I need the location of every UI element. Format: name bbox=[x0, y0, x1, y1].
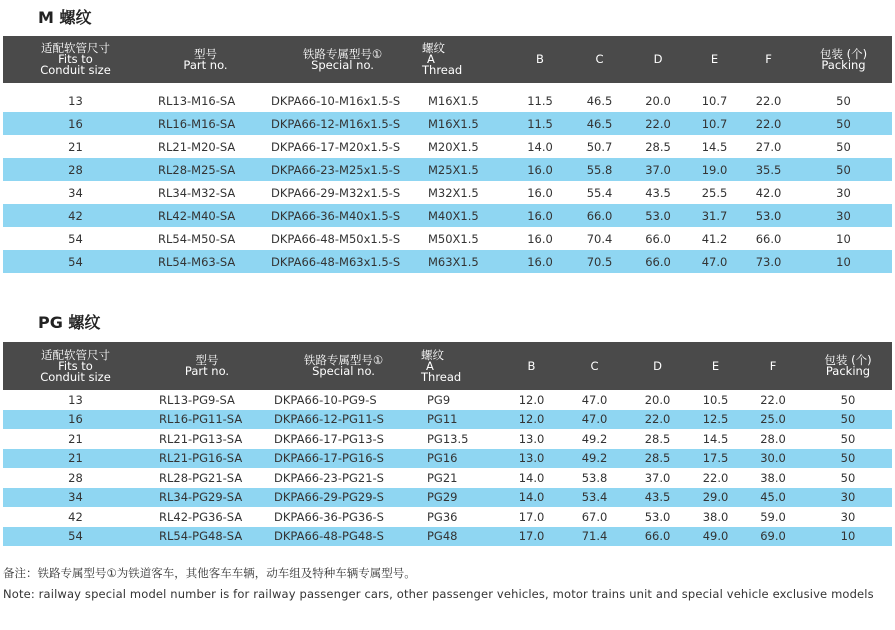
cell-thread: M16X1.5 bbox=[422, 112, 510, 135]
cell-f: 22.0 bbox=[742, 112, 795, 135]
cell-conduit-size: 13 bbox=[68, 392, 83, 407]
cell-special-no: DKPA66-36-PG36-S bbox=[274, 509, 384, 524]
cell-e: 19.0 bbox=[687, 158, 742, 181]
header-c: C bbox=[570, 36, 629, 83]
cell-b: 14.0 bbox=[527, 139, 553, 154]
header-b: B bbox=[510, 36, 570, 83]
table-row bbox=[3, 204, 892, 227]
cell-b: 17.0 bbox=[518, 509, 545, 524]
cell-packing: 30 bbox=[836, 185, 851, 200]
cell-thread: PG11 bbox=[421, 410, 500, 430]
cell-b: 16.0 bbox=[510, 158, 570, 181]
cell-conduit-size: 16 bbox=[3, 410, 148, 430]
cell-special-no: DKPA66-36-M40x1.5-S bbox=[263, 204, 422, 227]
cell-b: 12.0 bbox=[518, 392, 545, 407]
cell-e: 12.5 bbox=[689, 410, 742, 430]
m-thread-title: M 螺纹 bbox=[38, 8, 92, 27]
cell-b: 16.0 bbox=[527, 185, 553, 200]
cell-special-no: DKPA66-48-M63x1.5-S bbox=[263, 250, 422, 273]
cell-packing: 50 bbox=[840, 470, 856, 485]
cell-conduit-size: 34 bbox=[3, 488, 148, 508]
cell-special-no: DKPA66-23-M25x1.5-S bbox=[263, 158, 422, 181]
cell-d: 22.0 bbox=[629, 112, 687, 135]
cell-f: 22.0 bbox=[760, 392, 786, 407]
cell-c: 70.5 bbox=[570, 250, 629, 273]
cell-packing: 30 bbox=[840, 509, 856, 524]
cell-c: 49.2 bbox=[581, 431, 608, 446]
cell-c: 47.0 bbox=[563, 410, 626, 430]
cell-thread: PG36 bbox=[427, 509, 458, 524]
cell-thread: PG16 bbox=[421, 449, 500, 469]
table-row bbox=[3, 250, 892, 273]
header-e: E bbox=[689, 342, 742, 390]
header-e: E bbox=[687, 36, 742, 83]
cell-part-no: RL28-M25-SA bbox=[148, 158, 263, 181]
cell-part-no: RL42-PG36-SA bbox=[159, 509, 243, 524]
table-row bbox=[3, 181, 892, 204]
cell-c: 71.4 bbox=[563, 527, 626, 547]
cell-b: 13.0 bbox=[518, 431, 545, 446]
cell-d: 66.0 bbox=[626, 527, 689, 547]
cell-special-no: DKPA66-29-M32x1.5-S bbox=[271, 185, 401, 200]
cell-c: 67.0 bbox=[581, 509, 608, 524]
cell-thread: M32X1.5 bbox=[428, 185, 479, 200]
cell-special-no: DKPA66-10-PG9-S bbox=[274, 392, 377, 407]
m-thread-table bbox=[3, 36, 892, 273]
cell-e: 41.2 bbox=[701, 231, 728, 246]
cell-b: 14.0 bbox=[500, 488, 563, 508]
cell-special-no: DKPA66-48-PG48-S bbox=[266, 527, 421, 547]
header-b: B bbox=[500, 342, 563, 390]
cell-conduit-size: 21 bbox=[3, 449, 148, 469]
header-c: C bbox=[563, 342, 626, 390]
cell-special-no: DKPA66-12-PG11-S bbox=[266, 410, 421, 430]
cell-packing: 50 bbox=[836, 93, 851, 108]
cell-e: 29.0 bbox=[689, 488, 742, 508]
header-special-no: 铁路专属型号① Special no. bbox=[266, 342, 421, 390]
cell-e: 10.7 bbox=[687, 112, 742, 135]
cell-b: 12.0 bbox=[500, 410, 563, 430]
cell-c: 50.7 bbox=[586, 139, 613, 154]
cell-d: 28.5 bbox=[626, 449, 689, 469]
cell-conduit-size: 54 bbox=[68, 231, 83, 246]
cell-thread: PG21 bbox=[427, 470, 458, 485]
cell-c: 47.0 bbox=[581, 392, 608, 407]
cell-part-no: RL34-M32-SA bbox=[158, 185, 236, 200]
cell-b: 16.0 bbox=[510, 204, 570, 227]
cell-packing: 50 bbox=[795, 158, 892, 181]
cell-f: 27.0 bbox=[755, 139, 782, 154]
table-row bbox=[3, 449, 892, 469]
cell-special-no: DKPA66-12-M16x1.5-S bbox=[263, 112, 422, 135]
table-header-row bbox=[3, 36, 892, 83]
cell-part-no: RL54-PG48-SA bbox=[148, 527, 266, 547]
table-row bbox=[3, 429, 892, 449]
cell-c: 55.4 bbox=[586, 185, 613, 200]
cell-d: 37.0 bbox=[629, 158, 687, 181]
header-part-no: 型号 Part no. bbox=[148, 36, 263, 83]
cell-special-no: DKPA66-17-M20x1.5-S bbox=[271, 139, 401, 154]
cell-packing: 50 bbox=[840, 431, 856, 446]
cell-part-no: RL13-M16-SA bbox=[158, 93, 236, 108]
header-d: D bbox=[629, 36, 687, 83]
cell-c: 46.5 bbox=[586, 93, 613, 108]
cell-d: 28.5 bbox=[644, 431, 671, 446]
cell-special-no: DKPA66-48-M50x1.5-S bbox=[271, 231, 401, 246]
cell-d: 20.0 bbox=[645, 93, 671, 108]
cell-e: 17.5 bbox=[689, 449, 742, 469]
cell-c: 55.8 bbox=[570, 158, 629, 181]
cell-part-no: RL21-PG16-SA bbox=[148, 449, 266, 469]
note-chinese: 备注：铁路专属型号①为铁道客车，其他客车车辆，动车组及特种车辆专属型号。 bbox=[3, 566, 416, 580]
note-english: Note: railway special model number is for railway passenger cars, other passenger vehicles, motor trains unit and special vehicle exclusive models bbox=[3, 587, 874, 601]
cell-d: 53.0 bbox=[644, 509, 671, 524]
cell-d: 43.5 bbox=[645, 185, 671, 200]
cell-packing: 50 bbox=[840, 392, 856, 407]
table-row bbox=[3, 135, 892, 158]
cell-f: 73.0 bbox=[742, 250, 795, 273]
cell-d: 66.0 bbox=[629, 250, 687, 273]
table-row bbox=[3, 527, 892, 547]
cell-f: 35.5 bbox=[742, 158, 795, 181]
cell-e: 25.5 bbox=[701, 185, 728, 200]
cell-e: 10.5 bbox=[702, 392, 729, 407]
cell-part-no: RL16-PG11-SA bbox=[148, 410, 266, 430]
cell-conduit-size: 34 bbox=[68, 185, 83, 200]
cell-d: 28.5 bbox=[645, 139, 671, 154]
cell-conduit-size: 28 bbox=[3, 158, 148, 181]
cell-thread: PG48 bbox=[421, 527, 500, 547]
cell-b: 11.5 bbox=[527, 93, 553, 108]
table-row bbox=[3, 158, 892, 181]
cell-e: 38.0 bbox=[702, 509, 729, 524]
cell-thread: PG13.5 bbox=[427, 431, 469, 446]
cell-e: 49.0 bbox=[689, 527, 742, 547]
header-conduit-size: 适配软管尺寸 Fits to Conduit size bbox=[3, 342, 148, 390]
cell-packing: 50 bbox=[795, 112, 892, 135]
cell-packing: 50 bbox=[804, 410, 892, 430]
cell-conduit-size: 21 bbox=[68, 431, 83, 446]
cell-thread: M50X1.5 bbox=[428, 231, 479, 246]
table-row bbox=[3, 112, 892, 135]
pg-thread-table bbox=[3, 342, 892, 546]
header-thread: 螺纹 A Thread bbox=[421, 342, 500, 390]
cell-thread: M25X1.5 bbox=[422, 158, 510, 181]
cell-part-no: RL28-PG21-SA bbox=[159, 470, 243, 485]
cell-conduit-size: 42 bbox=[68, 509, 83, 524]
cell-d: 66.0 bbox=[645, 231, 671, 246]
table-row bbox=[3, 410, 892, 430]
cell-special-no: DKPA66-17-PG13-S bbox=[274, 431, 384, 446]
cell-packing: 10 bbox=[836, 231, 851, 246]
cell-part-no: RL21-PG13-SA bbox=[159, 431, 243, 446]
header-special-no: 铁路专属型号① Special no. bbox=[263, 36, 422, 83]
cell-b: 11.5 bbox=[510, 112, 570, 135]
table-row bbox=[3, 89, 892, 112]
cell-conduit-size: 54 bbox=[3, 250, 148, 273]
cell-special-no: DKPA66-10-M16x1.5-S bbox=[271, 93, 401, 108]
cell-conduit-size: 28 bbox=[68, 470, 83, 485]
cell-f: 45.0 bbox=[742, 488, 804, 508]
cell-conduit-size: 54 bbox=[3, 527, 148, 547]
cell-packing: 30 bbox=[795, 204, 892, 227]
pg-thread-title: PG 螺纹 bbox=[38, 313, 101, 332]
cell-packing: 10 bbox=[795, 250, 892, 273]
cell-part-no: RL54-M63-SA bbox=[148, 250, 263, 273]
table-row bbox=[3, 488, 892, 508]
cell-packing: 50 bbox=[804, 449, 892, 469]
header-f: F bbox=[742, 342, 804, 390]
table-row bbox=[3, 227, 892, 250]
table-row bbox=[3, 507, 892, 527]
cell-thread: M20X1.5 bbox=[428, 139, 479, 154]
cell-b: 16.0 bbox=[527, 231, 553, 246]
table-header-row bbox=[3, 342, 892, 390]
cell-e: 31.7 bbox=[687, 204, 742, 227]
table-row bbox=[3, 468, 892, 488]
header-f: F bbox=[742, 36, 795, 83]
cell-f: 38.0 bbox=[760, 470, 786, 485]
cell-d: 37.0 bbox=[644, 470, 671, 485]
cell-special-no: DKPA66-23-PG21-S bbox=[274, 470, 384, 485]
cell-b: 16.0 bbox=[510, 250, 570, 273]
cell-c: 53.8 bbox=[581, 470, 608, 485]
cell-part-no: RL54-M50-SA bbox=[158, 231, 236, 246]
cell-e: 47.0 bbox=[687, 250, 742, 273]
cell-d: 53.0 bbox=[629, 204, 687, 227]
table-row bbox=[3, 390, 892, 410]
cell-e: 14.5 bbox=[702, 431, 729, 446]
cell-conduit-size: 16 bbox=[3, 112, 148, 135]
cell-c: 46.5 bbox=[570, 112, 629, 135]
cell-special-no: DKPA66-29-PG29-S bbox=[266, 488, 421, 508]
cell-part-no: RL42-M40-SA bbox=[148, 204, 263, 227]
cell-packing: 10 bbox=[804, 527, 892, 547]
header-part-no: 型号 Part no. bbox=[148, 342, 266, 390]
cell-packing: 50 bbox=[836, 139, 851, 154]
header-packing: 包装 (个) Packing bbox=[795, 36, 892, 83]
cell-f: 53.0 bbox=[742, 204, 795, 227]
cell-f: 59.0 bbox=[760, 509, 786, 524]
header-thread: 螺纹 A Thread bbox=[422, 36, 510, 83]
cell-b: 13.0 bbox=[500, 449, 563, 469]
cell-special-no: DKPA66-17-PG16-S bbox=[266, 449, 421, 469]
header-packing: 包装 (个) Packing bbox=[804, 342, 892, 390]
cell-c: 70.4 bbox=[586, 231, 613, 246]
cell-thread: M16X1.5 bbox=[428, 93, 479, 108]
cell-c: 53.4 bbox=[563, 488, 626, 508]
header-d: D bbox=[626, 342, 689, 390]
cell-d: 22.0 bbox=[626, 410, 689, 430]
cell-f: 66.0 bbox=[755, 231, 782, 246]
cell-c: 49.2 bbox=[563, 449, 626, 469]
cell-conduit-size: 13 bbox=[68, 93, 83, 108]
cell-f: 25.0 bbox=[742, 410, 804, 430]
cell-packing: 30 bbox=[804, 488, 892, 508]
cell-b: 14.0 bbox=[518, 470, 545, 485]
cell-part-no: RL34-PG29-SA bbox=[148, 488, 266, 508]
cell-b: 17.0 bbox=[500, 527, 563, 547]
cell-conduit-size: 21 bbox=[68, 139, 83, 154]
cell-e: 14.5 bbox=[701, 139, 728, 154]
cell-c: 66.0 bbox=[570, 204, 629, 227]
cell-d: 43.5 bbox=[626, 488, 689, 508]
cell-conduit-size: 42 bbox=[3, 204, 148, 227]
cell-part-no: RL21-M20-SA bbox=[158, 139, 236, 154]
header-conduit-size: 适配软管尺寸 Fits to Conduit size bbox=[3, 36, 148, 83]
cell-thread: M63X1.5 bbox=[422, 250, 510, 273]
cell-f: 30.0 bbox=[742, 449, 804, 469]
cell-part-no: RL13-PG9-SA bbox=[159, 392, 235, 407]
cell-f: 22.0 bbox=[755, 93, 782, 108]
cell-d: 20.0 bbox=[644, 392, 671, 407]
cell-f: 69.0 bbox=[742, 527, 804, 547]
cell-e: 10.7 bbox=[701, 93, 728, 108]
cell-f: 28.0 bbox=[760, 431, 786, 446]
cell-f: 42.0 bbox=[755, 185, 782, 200]
cell-e: 22.0 bbox=[702, 470, 729, 485]
cell-thread: PG29 bbox=[421, 488, 500, 508]
cell-part-no: RL16-M16-SA bbox=[148, 112, 263, 135]
cell-thread: PG9 bbox=[427, 392, 451, 407]
cell-thread: M40X1.5 bbox=[422, 204, 510, 227]
